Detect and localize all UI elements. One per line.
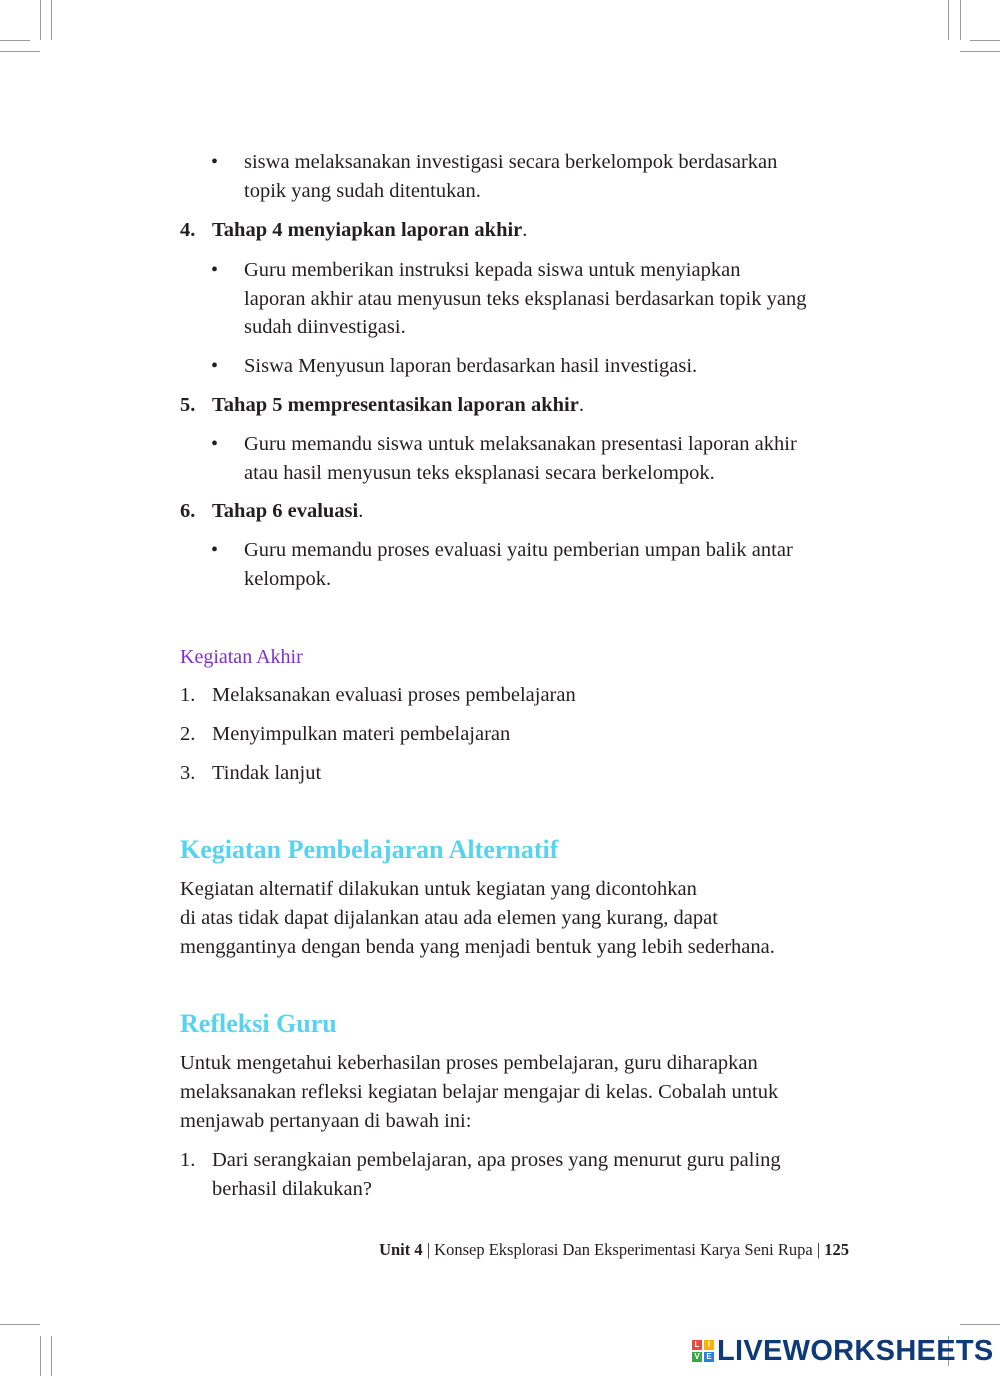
step-title-text: Tahap 4 menyiapkan laporan akhir [212,219,523,241]
question-text: berhasil dilakukan? [212,1178,372,1200]
crop-mark [0,51,40,52]
step-title-period: . [358,500,364,522]
step-title-text: Tahap 5 mempresentasikan laporan akhir [212,394,579,416]
crop-mark [0,40,30,41]
footer-unit: Unit 4 [379,1240,423,1259]
step-title [212,497,363,526]
list-number: 1. [180,684,196,706]
paragraph-line: menjawab pertanyaan di bawah ini: [180,1110,472,1132]
bullet-text: Siswa Menyusun laporan berdasarkan hasil investigasi. [244,355,698,377]
list-item: Tindak lanjut [212,762,322,784]
footer-separator: | [422,1240,435,1259]
bullet-text: laporan akhir atau menyusun teks eksplanasi berdasarkan topik yang [244,288,807,310]
footer-separator: | [812,1240,825,1259]
bullet-icon: • [211,433,219,455]
list-number: 2. [180,723,196,745]
step-title [212,216,527,245]
list-number: 1. [180,1149,196,1171]
logo-letter: E [704,1352,714,1362]
step-title [212,391,584,420]
bullet-text: Guru memandu siswa untuk melaksanakan presentasi laporan akhir [244,433,797,455]
crop-mark [51,0,52,40]
logo-letter: V [692,1352,702,1362]
paragraph-line: Untuk mengetahui keberhasilan proses pembelajaran, guru diharapkan [180,1052,758,1074]
step-title-period: . [522,219,528,241]
logo-text: LIVEWORKSHEETS [717,1334,994,1367]
bullet-text: kelompok. [244,568,332,590]
bullet-text: atau hasil menyusun teks eksplanasi secara berkelompok. [244,462,715,484]
list-item: Melaksanakan evaluasi proses pembelajaran [212,684,576,706]
bullet-icon: • [211,151,219,173]
paragraph-line: Kegiatan alternatif dilakukan untuk kegiatan yang dicontohkan [180,878,697,900]
crop-mark [970,40,1000,41]
bullet-icon: • [211,259,219,281]
crop-mark [40,1336,41,1376]
footer-title: Konsep Eksplorasi Dan Eksperimentasi Karya Seni Rupa [434,1240,813,1259]
liveworksheets-logo [692,1334,994,1368]
list-item: Menyimpulkan materi pembelajaran [212,723,511,745]
bullet-text: topik yang sudah ditentukan. [244,180,481,202]
step-title-text: Tahap 6 evaluasi [212,500,359,522]
page-number: 125 [824,1240,849,1259]
bullet-text: siswa melaksanakan investigasi secara berkelompok berdasarkan [244,151,778,173]
logo-grid-icon [692,1340,714,1362]
crop-mark [960,1324,1000,1325]
logo-letter: L [692,1340,702,1350]
bullet-icon: • [211,355,219,377]
bullet-text: Guru memandu proses evaluasi yaitu pemberian umpan balik antar [244,539,793,561]
step-title-period: . [578,394,584,416]
bullet-icon: • [211,539,219,561]
crop-mark [960,0,961,40]
paragraph-line: menggantinya dengan benda yang menjadi bentuk yang lebih sederhana. [180,936,775,958]
step-number: 5. [180,394,196,416]
section-heading-kegiatan-akhir: Kegiatan Akhir [180,646,303,668]
question-text: Dari serangkaian pembelajaran, apa proses yang menurut guru paling [212,1149,781,1171]
crop-mark [40,0,41,40]
page-footer [379,1239,849,1261]
crop-mark [960,51,1000,52]
logo-letter: I [704,1340,714,1350]
list-number: 3. [180,762,196,784]
crop-mark [0,1324,40,1325]
bullet-text: Guru memberikan instruksi kepada siswa untuk menyiapkan [244,259,741,281]
paragraph-line: di atas tidak dapat dijalankan atau ada elemen yang kurang, dapat [180,907,718,929]
step-number: 6. [180,500,196,522]
bullet-text: sudah diinvestigasi. [244,316,406,338]
paragraph-line: melaksanakan refleksi kegiatan belajar mengajar di kelas. Cobalah untuk [180,1081,779,1103]
crop-mark [948,0,949,40]
step-number: 4. [180,219,196,241]
crop-mark [51,1336,52,1376]
section-heading-refleksi: Refleksi Guru [180,1009,337,1038]
section-heading-alternatif: Kegiatan Pembelajaran Alternatif [180,835,559,864]
